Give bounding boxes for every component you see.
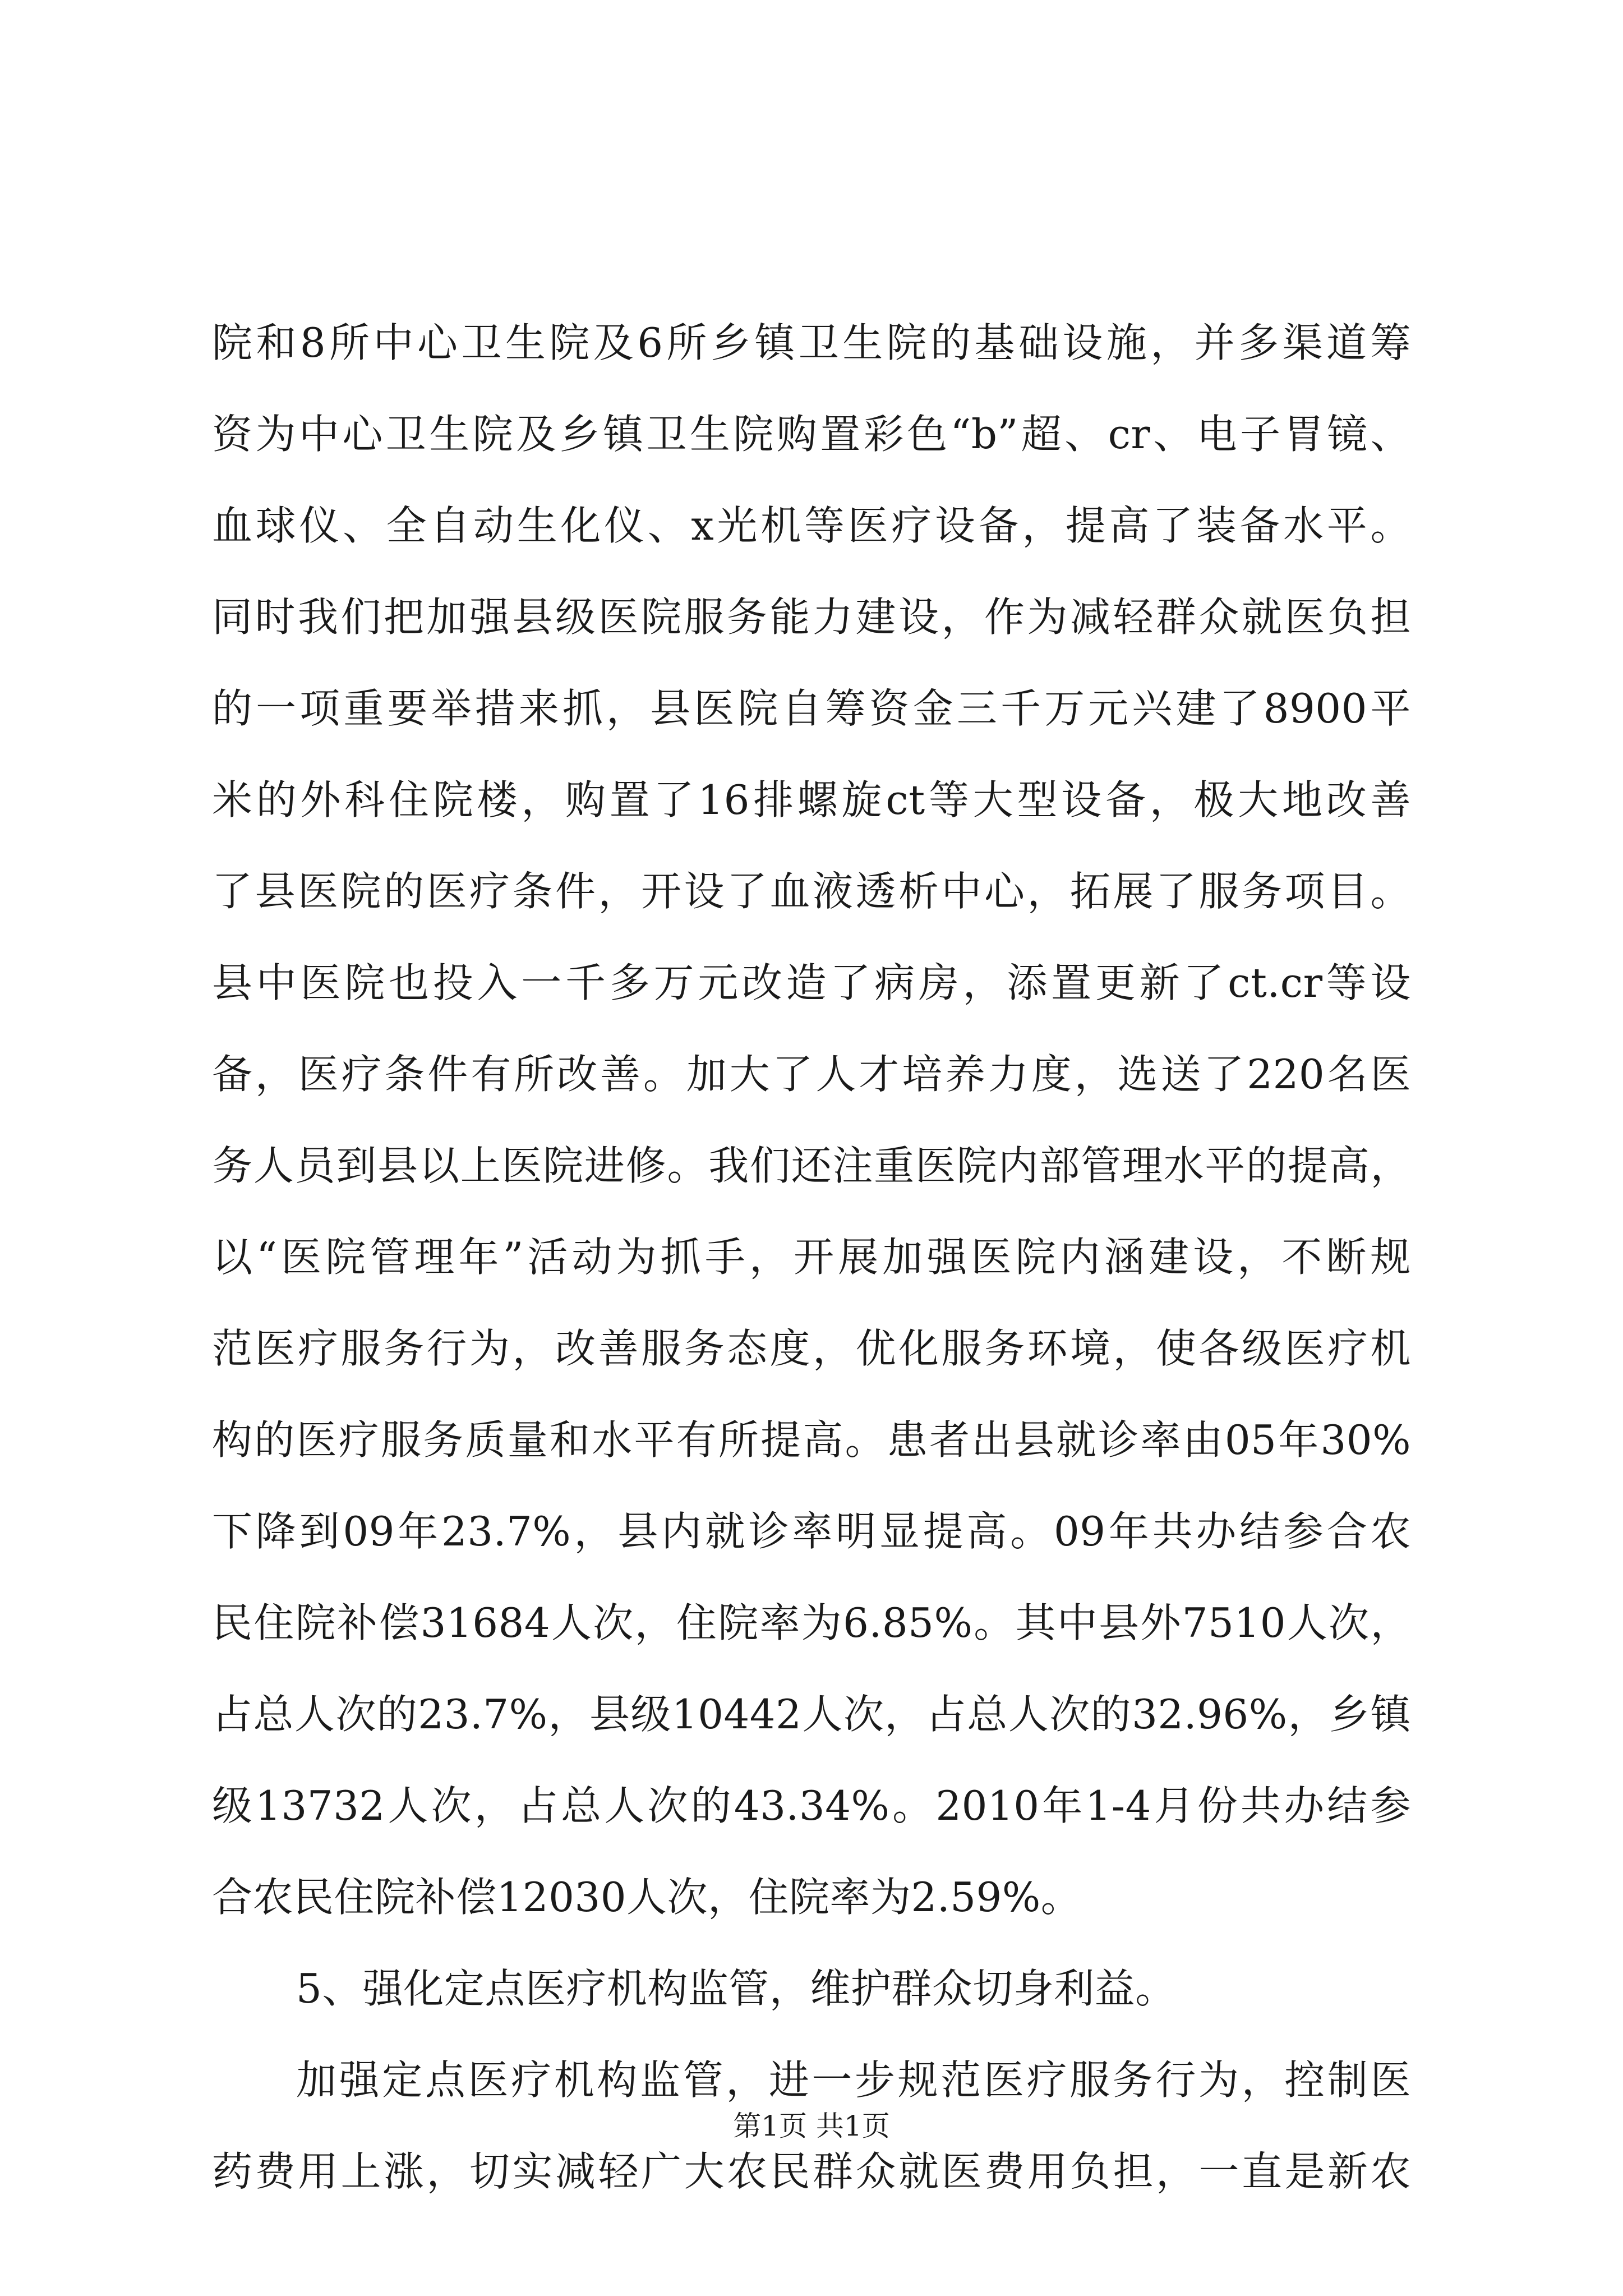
text-line: 范医疗服务行为，改善服务态度，优化服务环境，使各级医疗机 bbox=[212, 1325, 1411, 1372]
text-line: 药费用上涨，切实减轻广大农民群众就医费用负担，一直是新农 bbox=[212, 2148, 1411, 2195]
text-line: 资为中心卫生院及乡镇卫生院购置彩色“b”超、cr、电子胃镜、 bbox=[212, 411, 1411, 458]
text-line: 以“医院管理年”活动为抓手，开展加强医院内涵建设，不断规 bbox=[212, 1234, 1411, 1281]
text-line: 占总人次的23.7%，县级10442人次，占总人次的32.96%，乡镇 bbox=[212, 1691, 1411, 1738]
text-line: 血球仪、全自动生化仪、x光机等医疗设备，提高了装备水平。 bbox=[212, 502, 1411, 549]
text-line: 院和8所中心卫生院及6所乡镇卫生院的基础设施，并多渠道筹 bbox=[212, 319, 1411, 366]
body-text bbox=[212, 297, 1411, 2217]
text-line: 加强定点医疗机构监管，进一步规范医疗服务行为，控制医 bbox=[296, 2056, 1411, 2104]
text-line: 合农民住院补偿12030人次，住院率为2.59%。 bbox=[212, 1874, 1082, 1921]
section-heading: 5、强化定点医疗机构监管，维护群众切身利益。 bbox=[296, 1965, 1176, 2012]
text-line: 备，医疗条件有所改善。加大了人才培养力度，选送了220名医 bbox=[212, 1051, 1411, 1098]
text-line: 县中医院也投入一千多万元改造了病房，添置更新了ct.cr等设 bbox=[212, 959, 1411, 1006]
text-line: 民住院补偿31684人次，住院率为6.85%。其中县外7510人次， bbox=[212, 1599, 1411, 1646]
text-line: 下降到09年23.7%，县内就诊率明显提高。09年共办结参合农 bbox=[212, 1508, 1411, 1555]
text-line: 务人员到县以上医院进修。我们还注重医院内部管理水平的提高， bbox=[212, 1142, 1411, 1189]
text-line: 级13732人次，占总人次的43.34%。2010年1-4月份共办结参 bbox=[212, 1782, 1411, 1829]
page-footer: 第1页 共1页 bbox=[733, 2110, 890, 2142]
text-line: 的一项重要举措来抓，县医院自筹资金三千万元兴建了8900平 bbox=[212, 685, 1411, 732]
text-line: 同时我们把加强县级医院服务能力建设，作为减轻群众就医负担 bbox=[212, 593, 1411, 641]
text-line: 了县医院的医疗条件，开设了血液透析中心，拓展了服务项目。 bbox=[212, 868, 1411, 915]
text-line: 构的医疗服务质量和水平有所提高。患者出县就诊率由05年30% bbox=[212, 1416, 1411, 1464]
text-line: 米的外科住院楼，购置了16排螺旋ct等大型设备，极大地改善 bbox=[212, 776, 1411, 823]
